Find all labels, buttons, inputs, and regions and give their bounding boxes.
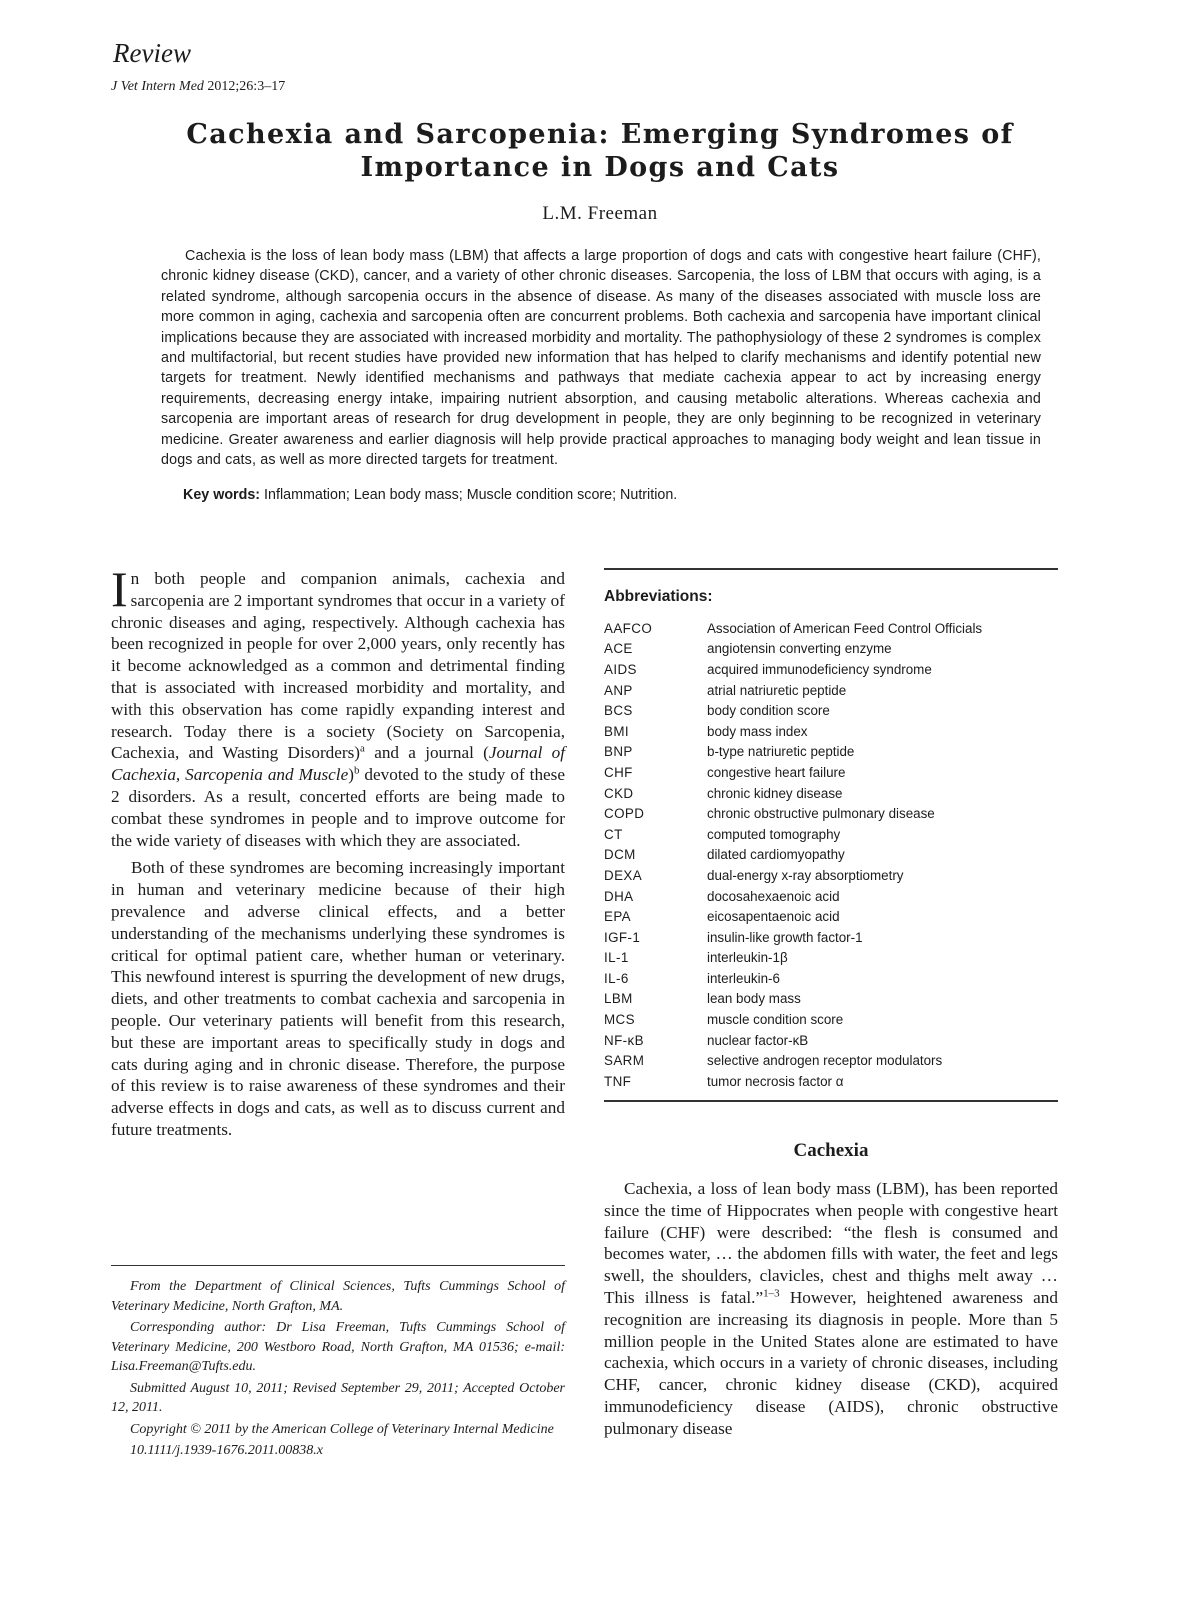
- intro-text: n both people and companion animals, cachexia and sarcopenia are 2 important syndromes that occur in a variety of chronic diseases and aging, respectively. Although cachexia has been recognized in people for over 2,000 years, only recently has it become acknowledged as a common and detrimental finding that is associated with increased morbidity and mortality, and with this observation has come rapidly expanding interest and research. Today there is a society (Society on Sarcopenia, Cachexia, and Wasting Disorders): [111, 569, 565, 763]
- abbreviations-box: [604, 568, 1058, 1102]
- abbreviation-row: [604, 989, 1058, 1010]
- abbreviation-code: BNP: [604, 744, 633, 760]
- abbreviation-code: BMI: [604, 723, 630, 739]
- keywords-list: Inflammation; Lean body mass; Muscle condition score; Nutrition.: [264, 487, 678, 503]
- abbreviation-code: CHF: [604, 764, 633, 780]
- article-author: L.M. Freeman: [542, 203, 658, 224]
- abbreviation-row: [604, 845, 1058, 866]
- abbreviation-meaning: b-type natriuretic peptide: [707, 744, 855, 760]
- abbreviation-meaning: dual-energy x-ray absorptiometry: [707, 867, 904, 883]
- abbreviations-heading: Abbreviations:: [604, 588, 713, 605]
- footnote-divider: [111, 1265, 565, 1266]
- abbreviation-meaning: body condition score: [707, 703, 830, 719]
- abbreviation-row: [604, 659, 1058, 680]
- volume-info: 2012;26:3–17: [207, 79, 286, 94]
- abbreviation-meaning: docosahexaenoic acid: [707, 888, 840, 904]
- footnote-doi: 10.1111/j.1939-1676.2011.00838.x: [130, 1443, 323, 1458]
- abbreviation-code: DCM: [604, 847, 636, 863]
- abbreviation-code: AAFCO: [604, 620, 653, 636]
- intro-paragraph-1: [111, 561, 566, 851]
- intro-text: ): [348, 765, 354, 785]
- intro-text: and a journal (: [364, 743, 489, 763]
- abbreviation-row: [604, 1030, 1058, 1051]
- journal-title-ref: Journal of Cachexia, Sarcopenia and Muscle: [111, 743, 566, 785]
- abbreviations-top-rule: [604, 568, 1058, 570]
- abbreviation-code: NF-κB: [604, 1032, 644, 1048]
- abbreviation-code: EPA: [604, 909, 631, 925]
- journal-name: J Vet Intern Med: [111, 79, 204, 94]
- abbreviation-code: CKD: [604, 785, 634, 801]
- intro-paragraph-2: Both of these syndromes are becoming increasingly important in human and veterinary medicine because of their high prevalence and adverse clinical effects, and a better understanding of the mechanisms underlying these syndromes is critical for optimal patient care, whether human or veterinary. This newfound interest is spurring the development of new drugs, diets, and other treatments to combat cachexia and sarcopenia in people. Our veterinary patients will benefit from this research, but these are important areas to specifically study in dogs and cats during aging and in chronic disease. Therefore, the purpose of this review is to raise awareness of these syndromes and their adverse effects in dogs and cats, as well as to discuss current and future treatments.: [111, 858, 565, 1139]
- abbreviation-meaning: insulin-like growth factor-1: [707, 929, 863, 945]
- abbreviation-row: [604, 1071, 1058, 1092]
- abbreviation-code: TNF: [604, 1073, 632, 1089]
- abbreviation-code: SARM: [604, 1053, 645, 1069]
- abbreviation-meaning: congestive heart failure: [707, 764, 846, 780]
- footnote-corresponding: Corresponding author: Dr Lisa Freeman, Tufts Cummings School of Veterinary Medicine, 200 Westboro Road, North Grafton, MA 01536; e-mail: Lisa.Freeman@Tufts.edu.: [111, 1320, 565, 1374]
- abbreviation-meaning: dilated cardiomyopathy: [707, 847, 845, 863]
- keywords-label: Key words:: [183, 487, 261, 503]
- abbreviation-meaning: interleukin-1β: [707, 950, 788, 966]
- footnote-affiliation: From the Department of Clinical Sciences, Tufts Cummings School of Veterinary Medicine, North Grafton, MA.: [111, 1279, 565, 1314]
- abbreviation-code: DHA: [604, 888, 634, 904]
- abbreviation-row: [604, 886, 1058, 907]
- abbreviation-code: IL-1: [604, 950, 629, 966]
- abbreviation-meaning: muscle condition score: [707, 1012, 844, 1028]
- intro-text: devoted to the study of these 2 disorders. As a result, concerted efforts are being made to combat these syndromes in people and to improve outcome for the wide variety of diseases with which they are associated.: [111, 765, 566, 850]
- drop-cap: I: [111, 561, 128, 617]
- abbreviation-row: [604, 948, 1058, 969]
- abbreviation-code: DEXA: [604, 867, 643, 883]
- abbreviation-row: [604, 742, 1058, 763]
- section-heading-cachexia: Cachexia: [793, 1140, 869, 1161]
- abbreviation-row: [604, 803, 1058, 824]
- abbreviation-meaning: selective androgen receptor modulators: [707, 1053, 943, 1069]
- intro-column: [111, 561, 566, 1141]
- abbreviation-row: [604, 865, 1058, 886]
- abbreviation-row: [604, 618, 1058, 639]
- cachexia-paragraph: [604, 1178, 1058, 1440]
- abstract: Cachexia is the loss of lean body mass (LBM) that affects a large proportion of dogs and cats with congestive heart failure (CHF), chronic kidney disease (CKD), cancer, and a variety of other chronic diseases. Sarcopenia, the loss of LBM that occurs with aging, is a related syndrome, although sarcopenia occurs in the absence of disease. As many of the diseases associated with muscle loss are more common in aging, cachexia and sarcopenia often are concurrent problems. Both cachexia and sarcopenia have important clinical implications because they are associated with increased morbidity and mortality. The pathophysiology of these 2 syndromes is complex and multifactorial, but recent studies have provided new information that has helped to clarify mechanisms and identify potential new targets for treatment. Newly identified mechanisms and pathways that mediate cachexia appear to act by increasing energy requirements, decreasing energy intake, impairing nutrient absorption, and causing metabolic alterations. Whereas cachexia and sarcopenia are important areas of research for drug development in people, they are only beginning to be recognized in veterinary medicine. Greater awareness and earlier diagnosis will help provide practical approaches to managing body weight and lean tissue in dogs and cats, as well as more directed targets for treatment.: [161, 248, 1041, 469]
- abbreviation-code: AIDS: [604, 661, 637, 677]
- footnotes: [111, 1277, 565, 1463]
- abbreviation-meaning: computed tomography: [707, 826, 841, 842]
- abbreviation-meaning: angiotensin converting enzyme: [707, 641, 892, 657]
- footnote-copyright: Copyright © 2011 by the American College of Veterinary Internal Medicine: [130, 1421, 554, 1437]
- abbreviation-meaning: atrial natriuretic peptide: [707, 682, 847, 698]
- abbreviation-row: [604, 680, 1058, 701]
- abbreviation-meaning: Association of American Feed Control Officials: [707, 620, 983, 636]
- citation-marker: 1–3: [763, 1287, 780, 1300]
- abbreviation-row: [604, 639, 1058, 660]
- footnote-marker: a: [360, 742, 365, 755]
- abbreviation-meaning: tumor necrosis factor α: [707, 1073, 844, 1089]
- abbreviation-row: [604, 968, 1058, 989]
- abbreviation-meaning: chronic obstructive pulmonary disease: [707, 806, 935, 822]
- cachexia-text: However, heightened awareness and recognition are increasing its diagnosis in people. More than 5 million people in the United States alone are estimated to have cachexia, which occurs in a variety of chronic diseases, including CHF, cancer, chronic kidney disease (CKD), acquired immunodeficiency disease (AIDS), chronic obstructive pulmonary disease: [604, 1287, 1058, 1438]
- abbreviation-row: [604, 1050, 1058, 1071]
- abbreviation-code: MCS: [604, 1012, 635, 1028]
- keywords: [183, 487, 1043, 503]
- cachexia-text: Cachexia, a loss of lean body mass (LBM), has been reported since the time of Hippocrates when people with congestive heart failure (CHF) were described: “the flesh is consumed and becomes water, … the abdomen fills with water, the feet and legs swell, the shoulders, clavicles, chest and thighs melt away … This illness is fatal.”: [604, 1179, 1058, 1307]
- abbreviation-row: [604, 906, 1058, 927]
- abbreviation-row: [604, 700, 1058, 721]
- abbreviation-row: [604, 824, 1058, 845]
- abbreviation-code: LBM: [604, 991, 633, 1007]
- abbreviation-code: IL-6: [604, 970, 629, 986]
- abbreviation-code: COPD: [604, 806, 645, 822]
- abbreviation-row: [604, 1009, 1058, 1030]
- abbreviation-code: ANP: [604, 682, 633, 698]
- journal-citation: [111, 79, 285, 95]
- abbreviation-row: [604, 783, 1058, 804]
- abbreviations-table: [604, 618, 1058, 1092]
- abbreviation-code: ACE: [604, 641, 633, 657]
- abbreviation-row: [604, 927, 1058, 948]
- abbreviation-meaning: body mass index: [707, 723, 808, 739]
- abbreviation-code: IGF-1: [604, 929, 641, 945]
- abbreviations-bottom-rule: [604, 1100, 1058, 1102]
- abbreviation-meaning: acquired immunodeficiency syndrome: [707, 661, 932, 677]
- abbreviation-meaning: nuclear factor-κB: [707, 1032, 809, 1048]
- section-label: Review: [113, 38, 191, 68]
- abbreviation-code: CT: [604, 826, 623, 842]
- footnote-marker: b: [353, 764, 360, 777]
- abbreviation-row: [604, 762, 1058, 783]
- abbreviation-meaning: lean body mass: [707, 991, 801, 1007]
- abbreviation-meaning: eicosapentaenoic acid: [707, 909, 840, 925]
- article-title: Cachexia and Sarcopenia: Emerging Syndromes of Importance in Dogs and Cats: [186, 119, 1014, 183]
- abbreviation-row: [604, 721, 1058, 742]
- abbreviation-code: BCS: [604, 703, 633, 719]
- footnote-dates: Submitted August 10, 2011; Revised September 29, 2011; Accepted October 12, 2011.: [111, 1380, 565, 1415]
- abbreviation-meaning: interleukin-6: [707, 970, 780, 986]
- abbreviation-meaning: chronic kidney disease: [707, 785, 843, 801]
